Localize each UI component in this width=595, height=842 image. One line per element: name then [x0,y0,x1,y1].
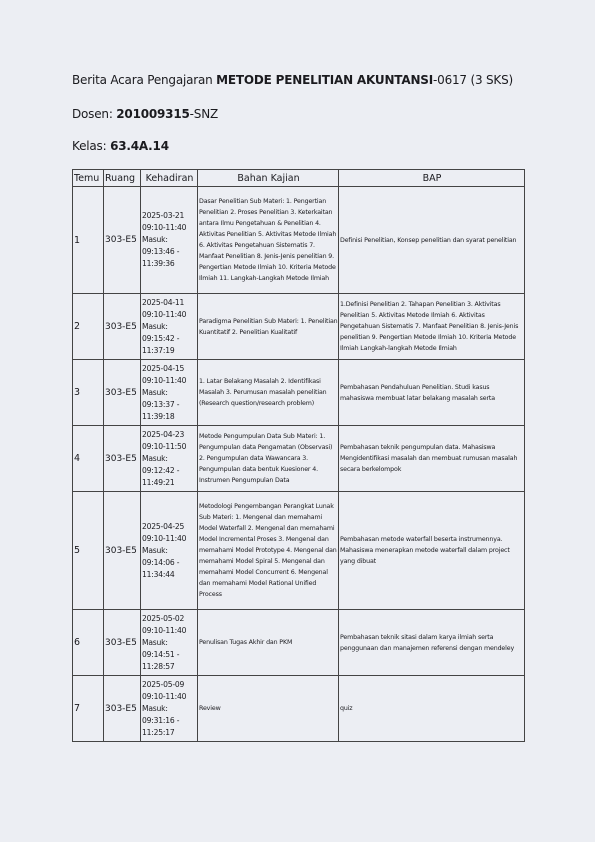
bahan-kajian-cell: Paradigma Penelitian Sub Materi: 1. Penelitian Kuantitatif 2. Penelitian Kualitatif [198,294,339,360]
attendance-cell: 2025-05-02 09:10-11:40 Masuk: 09:14:51 - 11:28:57 [141,610,198,676]
column-header-kehadiran: Kehadiran [141,170,198,187]
table-row [73,187,525,294]
bahan-kajian-cell: Dasar Penelitian Sub Materi: 1. Pengertian Penelitian 2. Proses Penelitian 3. Keterkaitan antara Ilmu Pengetahuan & Penelitian 4. Aktivitas Penelitian 5. Aktivitas Metode Ilmiah 6. Aktivitas Pengetahuan Sistematis 7. Manfaat Penelitian 8. Jenis-Jenis penelitian 9. Pengertian Metode Ilmiah 10. Kriteria Metode Ilmiah 11. Langkah-Langkah Metode Ilmiah [198,187,339,294]
bap-cell: Pembahasan metode waterfall beserta instrumennya. Mahasiswa menerapkan metode waterfall dalam project yang dibuat [339,492,525,610]
attendance-cell: 2025-04-15 09:10-11:40 Masuk: 09:13:37 - 11:39:18 [141,360,198,426]
bahan-kajian-cell: Penulisan Tugas Akhir dan PKM [198,610,339,676]
dosen-line [72,107,218,121]
bap-cell: Pembahasan teknik pengumpulan data. Mahasiswa Mengidentifikasi masalah dan membuat rumusan masalah secara berkelompok [339,426,525,492]
kelas-value: 63.4A.14 [110,139,169,153]
meeting-number: 3 [73,360,104,426]
bahan-kajian-cell: 1. Latar Belakang Masalah 2. Identifikasi Masalah 3. Perumusan masalah penelitian (Research question/research problem) [198,360,339,426]
course-name: METODE PENELITIAN AKUNTANSI [216,73,433,87]
kelas-label: Kelas: [72,139,111,153]
room-cell: 303-E5 [104,294,141,360]
meeting-number: 4 [73,426,104,492]
column-header-bap: BAP [339,170,525,187]
room-cell: 303-E5 [104,187,141,294]
table-row [73,360,525,426]
attendance-cell: 2025-04-23 09:10-11:50 Masuk: 09:12:42 - 11:49:21 [141,426,198,492]
bap-cell: Definisi Penelitian, Konsep penelitian dan syarat penelitian [339,187,525,294]
document-title [72,73,513,87]
course-suffix: -0617 (3 SKS) [433,73,513,87]
bap-cell: 1.Definisi Penelitian 2. Tahapan Penelitian 3. Aktivitas Penelitian 5. Aktivitas Metode Ilmiah 6. Aktivitas Pengetahuan Sistematis 7. Manfaat Penelitian 8. Jenis-Jenis penelitian 9. Pengertian Metode Ilmiah 10. Kriteria Metode Ilmiah Langkah-langkah Metode Ilmiah [339,294,525,360]
dosen-label: Dosen: [72,107,117,121]
room-cell: 303-E5 [104,610,141,676]
room-cell: 303-E5 [104,676,141,742]
table-header-row [73,170,525,187]
table-row [73,294,525,360]
room-cell: 303-E5 [104,426,141,492]
table-row [73,610,525,676]
attendance-table [72,169,525,742]
dosen-id: 201009315 [116,107,190,121]
meeting-number: 1 [73,187,104,294]
meeting-number: 5 [73,492,104,610]
room-cell: 303-E5 [104,360,141,426]
column-header-ruang: Ruang [104,170,141,187]
room-cell: 303-E5 [104,492,141,610]
bap-cell: quiz [339,676,525,742]
attendance-cell: 2025-05-09 09:10-11:40 Masuk: 09:31:16 - 11:25:17 [141,676,198,742]
meeting-number: 6 [73,610,104,676]
bahan-kajian-cell: Metodologi Pengembangan Perangkat Lunak Sub Materi: 1. Mengenal dan memahami Model Waterfall 2. Mengenal dan memahami Model Incremental Proses 3. Mengenal dan memahami Model Prototype 4. Mengenal dan memahami Model Spiral 5. Mengenal dan memahami Model Concurrent 6. Mengenal dan memahami Model Rational Unified Process [198,492,339,610]
attendance-cell: 2025-04-25 09:10-11:40 Masuk: 09:14:06 - 11:34:44 [141,492,198,610]
meeting-number: 7 [73,676,104,742]
attendance-cell: 2025-03-21 09:10-11:40 Masuk: 09:13:46 - 11:39:36 [141,187,198,294]
column-header-bahan-kajian: Bahan Kajian [198,170,339,187]
bap-cell: Pembahasan teknik sitasi dalam karya ilmiah serta penggunaan dan manajemen referensi dengan mendeley [339,610,525,676]
bap-cell: Pembahasan Pendahuluan Penelitian. Studi kasus mahasiswa membuat latar belakang masalah serta [339,360,525,426]
meeting-number: 2 [73,294,104,360]
bahan-kajian-cell: Review [198,676,339,742]
attendance-cell: 2025-04-11 09:10-11:40 Masuk: 09:15:42 - 11:37:19 [141,294,198,360]
dosen-suffix: -SNZ [189,107,218,121]
table-row [73,426,525,492]
title-prefix: Berita Acara Pengajaran [72,73,217,87]
column-header-temu: Temu [73,170,104,187]
bahan-kajian-cell: Metode Pengumpulan Data Sub Materi: 1. Pengumpulan data Pengamatan (Observasi) 2. Pengumpulan data Wawancara 3. Pengumpulan data bentuk Kuesioner 4. Instrumen Pengumpulan Data [198,426,339,492]
kelas-line [72,139,169,153]
table-row [73,492,525,610]
table-row [73,676,525,742]
